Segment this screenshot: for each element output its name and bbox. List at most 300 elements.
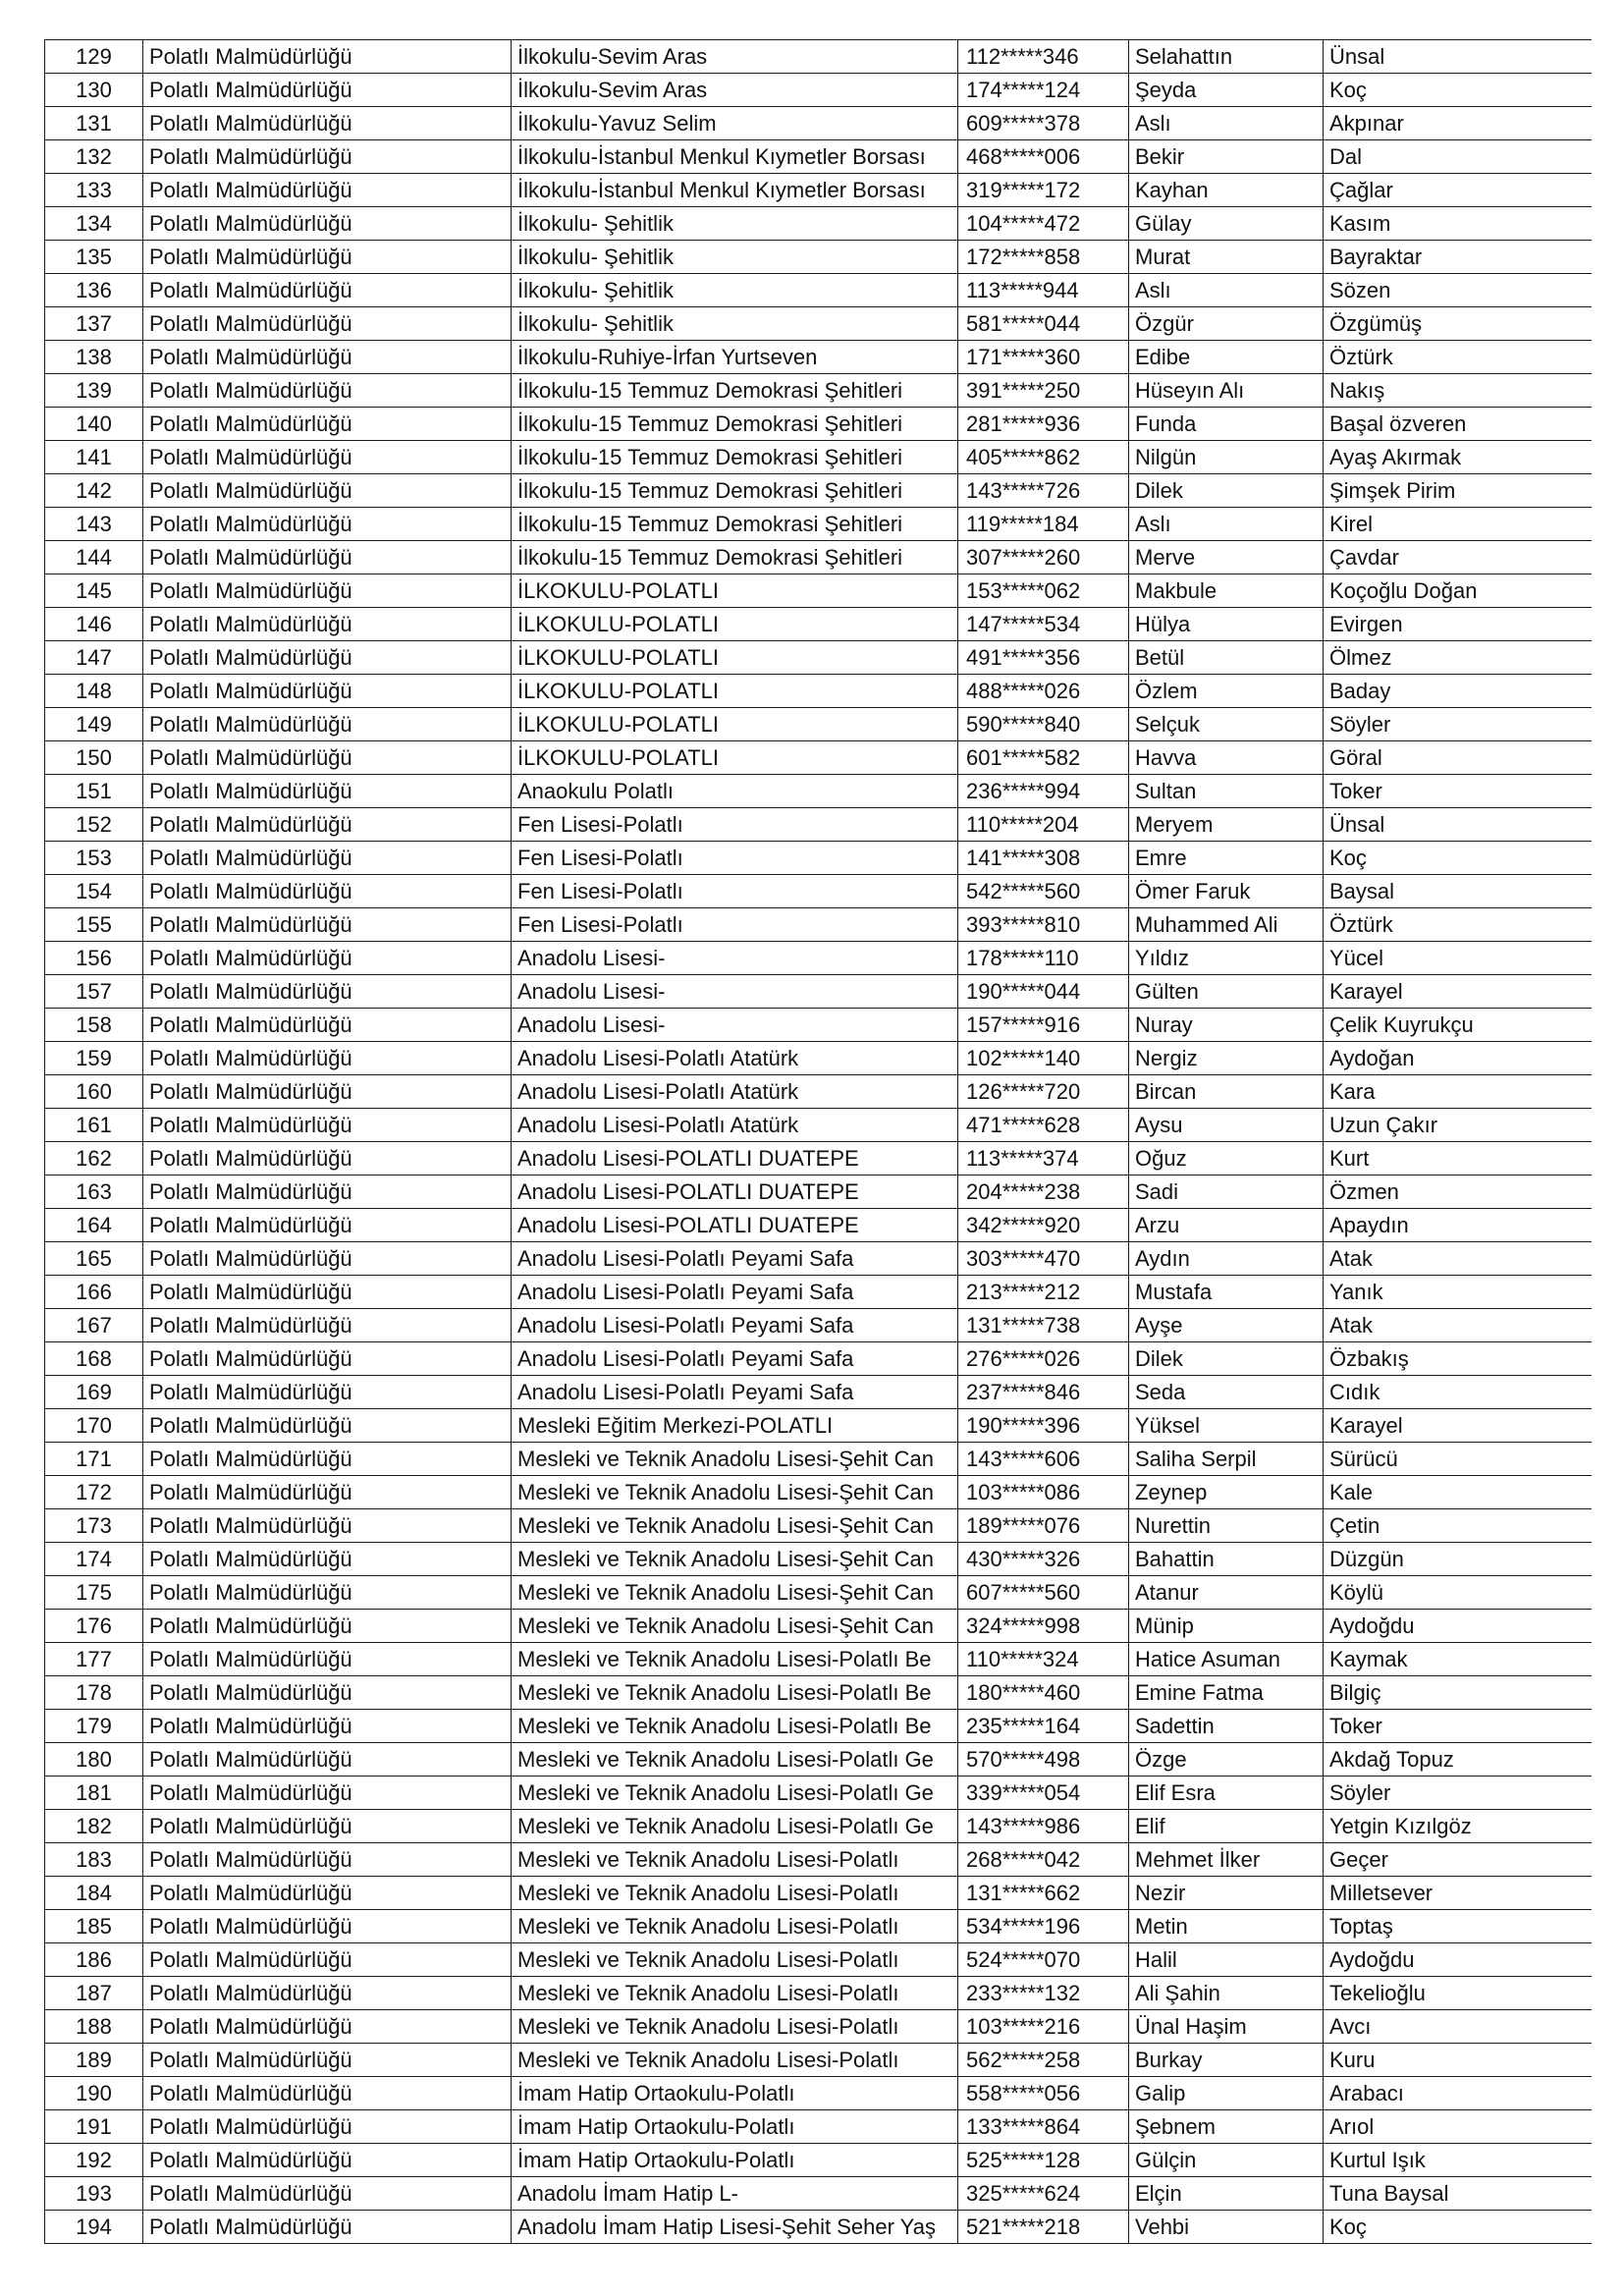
first-name-cell: Gülay — [1129, 207, 1324, 241]
id-number-cell: 153*****062 — [958, 574, 1129, 608]
unit-cell: Polatlı Malmüdürlüğü — [143, 641, 512, 675]
unit-cell: Polatlı Malmüdürlüğü — [143, 1276, 512, 1309]
unit-cell: Polatlı Malmüdürlüğü — [143, 1142, 512, 1175]
id-number-cell: 325*****624 — [958, 2177, 1129, 2211]
last-name-cell: Milletsever — [1324, 1877, 1592, 1910]
unit-cell: Polatlı Malmüdürlüğü — [143, 1910, 512, 1943]
unit-cell: Polatlı Malmüdürlüğü — [143, 1676, 512, 1710]
last-name-cell: Uzun Çakır — [1324, 1109, 1592, 1142]
table-row — [45, 1543, 1592, 1576]
last-name-cell: Ünsal — [1324, 808, 1592, 842]
last-name-cell: Akpınar — [1324, 107, 1592, 140]
last-name-cell: Ayaş Akırmak — [1324, 441, 1592, 474]
row-number: 136 — [45, 274, 143, 307]
id-number-cell: 131*****662 — [958, 1877, 1129, 1910]
school-cell: Anadolu Lisesi-Polatlı Atatürk — [512, 1109, 958, 1142]
table-row — [45, 1009, 1592, 1042]
id-number-cell: 102*****140 — [958, 1042, 1129, 1075]
id-number-cell: 405*****862 — [958, 441, 1129, 474]
last-name-cell: Bilgiç — [1324, 1676, 1592, 1710]
row-number: 147 — [45, 641, 143, 675]
unit-cell: Polatlı Malmüdürlüğü — [143, 975, 512, 1009]
first-name-cell: Dilek — [1129, 474, 1324, 508]
unit-cell: Polatlı Malmüdürlüğü — [143, 875, 512, 908]
last-name-cell: Yanık — [1324, 1276, 1592, 1309]
row-number: 141 — [45, 441, 143, 474]
first-name-cell: Burkay — [1129, 2044, 1324, 2077]
unit-cell: Polatlı Malmüdürlüğü — [143, 608, 512, 641]
last-name-cell: Söyler — [1324, 1777, 1592, 1810]
school-cell: Mesleki ve Teknik Anadolu Lisesi-Polatlı Ge — [512, 1810, 958, 1843]
row-number: 171 — [45, 1443, 143, 1476]
school-cell: Mesleki ve Teknik Anadolu Lisesi-Şehit Can — [512, 1509, 958, 1543]
school-cell: Anadolu Lisesi-Polatlı Peyami Safa — [512, 1309, 958, 1342]
last-name-cell: Kirel — [1324, 508, 1592, 541]
unit-cell: Polatlı Malmüdürlüğü — [143, 942, 512, 975]
table-row — [45, 2144, 1592, 2177]
last-name-cell: Koç — [1324, 2211, 1592, 2244]
unit-cell: Polatlı Malmüdürlüğü — [143, 1075, 512, 1109]
school-cell: İmam Hatip Ortaokulu-Polatlı — [512, 2144, 958, 2177]
school-cell: Mesleki ve Teknik Anadolu Lisesi-Şehit Can — [512, 1576, 958, 1610]
last-name-cell: Özbakış — [1324, 1342, 1592, 1376]
row-number: 179 — [45, 1710, 143, 1743]
last-name-cell: Ölmez — [1324, 641, 1592, 675]
unit-cell: Polatlı Malmüdürlüğü — [143, 1643, 512, 1676]
first-name-cell: Ömer Faruk — [1129, 875, 1324, 908]
id-number-cell: 601*****582 — [958, 741, 1129, 775]
school-cell: Mesleki ve Teknik Anadolu Lisesi-Polatlı Ge — [512, 1777, 958, 1810]
table-row — [45, 508, 1592, 541]
last-name-cell: Nakış — [1324, 374, 1592, 408]
school-cell: İlkokulu-Sevim Aras — [512, 74, 958, 107]
unit-cell: Polatlı Malmüdürlüğü — [143, 908, 512, 942]
unit-cell: Polatlı Malmüdürlüğü — [143, 1109, 512, 1142]
id-number-cell: 276*****026 — [958, 1342, 1129, 1376]
first-name-cell: Aslı — [1129, 107, 1324, 140]
last-name-cell: Baday — [1324, 675, 1592, 708]
unit-cell: Polatlı Malmüdürlüğü — [143, 1610, 512, 1643]
school-cell: Anadolu Lisesi-POLATLI DUATEPE — [512, 1209, 958, 1242]
first-name-cell: Mustafa — [1129, 1276, 1324, 1309]
table-row — [45, 74, 1592, 107]
school-cell: Mesleki ve Teknik Anadolu Lisesi-Polatlı — [512, 1977, 958, 2010]
table-row — [45, 408, 1592, 441]
table-row — [45, 541, 1592, 574]
row-number: 152 — [45, 808, 143, 842]
school-cell: Anadolu Lisesi- — [512, 975, 958, 1009]
school-cell: Fen Lisesi-Polatlı — [512, 842, 958, 875]
id-number-cell: 104*****472 — [958, 207, 1129, 241]
school-cell: İmam Hatip Ortaokulu-Polatlı — [512, 2110, 958, 2144]
school-cell: Anadolu Lisesi-Polatlı Atatürk — [512, 1042, 958, 1075]
id-number-cell: 525*****128 — [958, 2144, 1129, 2177]
last-name-cell: Kurtul Işık — [1324, 2144, 1592, 2177]
id-number-cell: 110*****204 — [958, 808, 1129, 842]
id-number-cell: 233*****132 — [958, 1977, 1129, 2010]
first-name-cell: Emine Fatma — [1129, 1676, 1324, 1710]
id-number-cell: 190*****044 — [958, 975, 1129, 1009]
unit-cell: Polatlı Malmüdürlüğü — [143, 140, 512, 174]
row-number: 194 — [45, 2211, 143, 2244]
table-row — [45, 608, 1592, 641]
id-number-cell: 235*****164 — [958, 1710, 1129, 1743]
table-row — [45, 842, 1592, 875]
unit-cell: Polatlı Malmüdürlüğü — [143, 374, 512, 408]
last-name-cell: Cıdık — [1324, 1376, 1592, 1409]
last-name-cell: Sürücü — [1324, 1443, 1592, 1476]
unit-cell: Polatlı Malmüdürlüğü — [143, 1175, 512, 1209]
school-cell: İlkokulu-Yavuz Selim — [512, 107, 958, 140]
last-name-cell: Aydoğdu — [1324, 1610, 1592, 1643]
row-number: 185 — [45, 1910, 143, 1943]
unit-cell: Polatlı Malmüdürlüğü — [143, 1242, 512, 1276]
id-number-cell: 534*****196 — [958, 1910, 1129, 1943]
table-row — [45, 441, 1592, 474]
unit-cell: Polatlı Malmüdürlüğü — [143, 675, 512, 708]
id-number-cell: 131*****738 — [958, 1309, 1129, 1342]
school-cell: İLKOKULU-POLATLI — [512, 741, 958, 775]
first-name-cell: Halil — [1129, 1943, 1324, 1977]
row-number: 182 — [45, 1810, 143, 1843]
table-row — [45, 2010, 1592, 2044]
unit-cell: Polatlı Malmüdürlüğü — [143, 1009, 512, 1042]
last-name-cell: Tuna Baysal — [1324, 2177, 1592, 2211]
table-row — [45, 675, 1592, 708]
table-row — [45, 1743, 1592, 1777]
table-row — [45, 474, 1592, 508]
first-name-cell: Aslı — [1129, 274, 1324, 307]
table-row — [45, 574, 1592, 608]
id-number-cell: 488*****026 — [958, 675, 1129, 708]
id-number-cell: 471*****628 — [958, 1109, 1129, 1142]
unit-cell: Polatlı Malmüdürlüğü — [143, 1443, 512, 1476]
unit-cell: Polatlı Malmüdürlüğü — [143, 1576, 512, 1610]
row-number: 149 — [45, 708, 143, 741]
id-number-cell: 119*****184 — [958, 508, 1129, 541]
table-row — [45, 908, 1592, 942]
row-number: 191 — [45, 2110, 143, 2144]
school-cell: İlkokulu-15 Temmuz Demokrasi Şehitleri — [512, 408, 958, 441]
school-cell: İLKOKULU-POLATLI — [512, 675, 958, 708]
school-cell: Anadolu Lisesi-POLATLI DUATEPE — [512, 1142, 958, 1175]
id-number-cell: 236*****994 — [958, 775, 1129, 808]
last-name-cell: Baysal — [1324, 875, 1592, 908]
table-row — [45, 641, 1592, 675]
row-number: 172 — [45, 1476, 143, 1509]
row-number: 175 — [45, 1576, 143, 1610]
row-number: 167 — [45, 1309, 143, 1342]
first-name-cell: Nezir — [1129, 1877, 1324, 1910]
unit-cell: Polatlı Malmüdürlüğü — [143, 408, 512, 441]
school-cell: Fen Lisesi-Polatlı — [512, 808, 958, 842]
last-name-cell: Kurt — [1324, 1142, 1592, 1175]
last-name-cell: Toptaş — [1324, 1910, 1592, 1943]
last-name-cell: Karayel — [1324, 975, 1592, 1009]
unit-cell: Polatlı Malmüdürlüğü — [143, 2077, 512, 2110]
first-name-cell: Bekir — [1129, 140, 1324, 174]
school-cell: İlkokulu- Şehitlik — [512, 207, 958, 241]
first-name-cell: Metin — [1129, 1910, 1324, 1943]
school-cell: Fen Lisesi-Polatlı — [512, 908, 958, 942]
school-cell: İlkokulu-İstanbul Menkul Kıymetler Borsası — [512, 140, 958, 174]
table-row — [45, 875, 1592, 908]
id-number-cell: 143*****606 — [958, 1443, 1129, 1476]
school-cell: Mesleki Eğitim Merkezi-POLATLI — [512, 1409, 958, 1443]
id-number-cell: 113*****374 — [958, 1142, 1129, 1175]
id-number-cell: 303*****470 — [958, 1242, 1129, 1276]
id-number-cell: 558*****056 — [958, 2077, 1129, 2110]
school-cell: İlkokulu- Şehitlik — [512, 241, 958, 274]
last-name-cell: Yücel — [1324, 942, 1592, 975]
first-name-cell: Nurettin — [1129, 1509, 1324, 1543]
id-number-cell: 524*****070 — [958, 1943, 1129, 1977]
last-name-cell: Söyler — [1324, 708, 1592, 741]
row-number: 156 — [45, 942, 143, 975]
row-number: 139 — [45, 374, 143, 408]
id-number-cell: 157*****916 — [958, 1009, 1129, 1042]
id-number-cell: 143*****726 — [958, 474, 1129, 508]
unit-cell: Polatlı Malmüdürlüğü — [143, 775, 512, 808]
unit-cell: Polatlı Malmüdürlüğü — [143, 1376, 512, 1409]
first-name-cell: Hatice Asuman — [1129, 1643, 1324, 1676]
first-name-cell: Sadettin — [1129, 1710, 1324, 1743]
unit-cell: Polatlı Malmüdürlüğü — [143, 207, 512, 241]
table-row — [45, 207, 1592, 241]
first-name-cell: Bahattin — [1129, 1543, 1324, 1576]
unit-cell: Polatlı Malmüdürlüğü — [143, 1509, 512, 1543]
last-name-cell: Kara — [1324, 1075, 1592, 1109]
first-name-cell: Galip — [1129, 2077, 1324, 2110]
unit-cell: Polatlı Malmüdürlüğü — [143, 1943, 512, 1977]
first-name-cell: Dilek — [1129, 1342, 1324, 1376]
id-number-cell: 126*****720 — [958, 1075, 1129, 1109]
unit-cell: Polatlı Malmüdürlüğü — [143, 1877, 512, 1910]
school-cell: Mesleki ve Teknik Anadolu Lisesi-Polatlı — [512, 1910, 958, 1943]
last-name-cell: Aydoğdu — [1324, 1943, 1592, 1977]
first-name-cell: Saliha Serpil — [1129, 1443, 1324, 1476]
school-cell: Anadolu Lisesi-Polatlı Peyami Safa — [512, 1276, 958, 1309]
row-number: 140 — [45, 408, 143, 441]
school-cell: Mesleki ve Teknik Anadolu Lisesi-Polatlı Be — [512, 1710, 958, 1743]
last-name-cell: Düzgün — [1324, 1543, 1592, 1576]
first-name-cell: Oğuz — [1129, 1142, 1324, 1175]
table-row — [45, 241, 1592, 274]
first-name-cell: Makbule — [1129, 574, 1324, 608]
first-name-cell: Elif Esra — [1129, 1777, 1324, 1810]
first-name-cell: Funda — [1129, 408, 1324, 441]
row-number: 180 — [45, 1743, 143, 1777]
row-number: 165 — [45, 1242, 143, 1276]
id-number-cell: 562*****258 — [958, 2044, 1129, 2077]
unit-cell: Polatlı Malmüdürlüğü — [143, 40, 512, 74]
last-name-cell: Karayel — [1324, 1409, 1592, 1443]
id-number-cell: 542*****560 — [958, 875, 1129, 908]
first-name-cell: Emre — [1129, 842, 1324, 875]
id-number-cell: 281*****936 — [958, 408, 1129, 441]
table-row — [45, 1376, 1592, 1409]
unit-cell: Polatlı Malmüdürlüğü — [143, 1710, 512, 1743]
table-row — [45, 174, 1592, 207]
id-number-cell: 491*****356 — [958, 641, 1129, 675]
id-number-cell: 143*****986 — [958, 1810, 1129, 1843]
first-name-cell: Ayşe — [1129, 1309, 1324, 1342]
first-name-cell: Hülya — [1129, 608, 1324, 641]
unit-cell: Polatlı Malmüdürlüğü — [143, 1309, 512, 1342]
row-number: 132 — [45, 140, 143, 174]
school-cell: İlkokulu- Şehitlik — [512, 274, 958, 307]
last-name-cell: Kasım — [1324, 207, 1592, 241]
row-number: 145 — [45, 574, 143, 608]
last-name-cell: Çağlar — [1324, 174, 1592, 207]
id-number-cell: 570*****498 — [958, 1743, 1129, 1777]
id-number-cell: 147*****534 — [958, 608, 1129, 641]
id-number-cell: 213*****212 — [958, 1276, 1129, 1309]
last-name-cell: Avcı — [1324, 2010, 1592, 2044]
table-row — [45, 1676, 1592, 1710]
last-name-cell: Atak — [1324, 1309, 1592, 1342]
row-number: 137 — [45, 307, 143, 341]
unit-cell: Polatlı Malmüdürlüğü — [143, 574, 512, 608]
unit-cell: Polatlı Malmüdürlüğü — [143, 441, 512, 474]
first-name-cell: Bircan — [1129, 1075, 1324, 1109]
first-name-cell: Gülten — [1129, 975, 1324, 1009]
school-cell: Mesleki ve Teknik Anadolu Lisesi-Şehit Can — [512, 1543, 958, 1576]
unit-cell: Polatlı Malmüdürlüğü — [143, 1209, 512, 1242]
last-name-cell: Özmen — [1324, 1175, 1592, 1209]
first-name-cell: Vehbi — [1129, 2211, 1324, 2244]
id-number-cell: 609*****378 — [958, 107, 1129, 140]
table-row — [45, 2077, 1592, 2110]
unit-cell: Polatlı Malmüdürlüğü — [143, 708, 512, 741]
school-cell: Mesleki ve Teknik Anadolu Lisesi-Polatlı — [512, 1843, 958, 1877]
last-name-cell: Dal — [1324, 140, 1592, 174]
school-cell: Anadolu Lisesi-Polatlı Atatürk — [512, 1075, 958, 1109]
unit-cell: Polatlı Malmüdürlüğü — [143, 741, 512, 775]
last-name-cell: Tekelioğlu — [1324, 1977, 1592, 2010]
id-number-cell: 180*****460 — [958, 1676, 1129, 1710]
table-row — [45, 2110, 1592, 2144]
row-number: 184 — [45, 1877, 143, 1910]
row-number: 148 — [45, 675, 143, 708]
last-name-cell: Göral — [1324, 741, 1592, 775]
last-name-cell: Evirgen — [1324, 608, 1592, 641]
table-row — [45, 40, 1592, 74]
row-number: 144 — [45, 541, 143, 574]
first-name-cell: Sultan — [1129, 775, 1324, 808]
last-name-cell: Koç — [1324, 842, 1592, 875]
id-number-cell: 521*****218 — [958, 2211, 1129, 2244]
first-name-cell: Yüksel — [1129, 1409, 1324, 1443]
table-row — [45, 1610, 1592, 1643]
last-name-cell: Koç — [1324, 74, 1592, 107]
first-name-cell: Ünal Haşim — [1129, 2010, 1324, 2044]
id-number-cell: 103*****216 — [958, 2010, 1129, 2044]
unit-cell: Polatlı Malmüdürlüğü — [143, 541, 512, 574]
last-name-cell: Ünsal — [1324, 40, 1592, 74]
id-number-cell: 172*****858 — [958, 241, 1129, 274]
row-number: 162 — [45, 1142, 143, 1175]
id-number-cell: 178*****110 — [958, 942, 1129, 975]
first-name-cell: Gülçin — [1129, 2144, 1324, 2177]
school-cell: İlkokulu-15 Temmuz Demokrasi Şehitleri — [512, 541, 958, 574]
first-name-cell: Elif — [1129, 1810, 1324, 1843]
last-name-cell: Çetin — [1324, 1509, 1592, 1543]
first-name-cell: Zeynep — [1129, 1476, 1324, 1509]
school-cell: Anadolu Lisesi-Polatlı Peyami Safa — [512, 1242, 958, 1276]
unit-cell: Polatlı Malmüdürlüğü — [143, 274, 512, 307]
first-name-cell: Merve — [1129, 541, 1324, 574]
last-name-cell: Toker — [1324, 775, 1592, 808]
first-name-cell: Şebnem — [1129, 2110, 1324, 2144]
first-name-cell: Özlem — [1129, 675, 1324, 708]
last-name-cell: Başal özveren — [1324, 408, 1592, 441]
row-number: 188 — [45, 2010, 143, 2044]
last-name-cell: Akdağ Topuz — [1324, 1743, 1592, 1777]
id-number-cell: 393*****810 — [958, 908, 1129, 942]
table-row — [45, 1576, 1592, 1610]
last-name-cell: Apaydın — [1324, 1209, 1592, 1242]
row-number: 155 — [45, 908, 143, 942]
last-name-cell: Çavdar — [1324, 541, 1592, 574]
table-row — [45, 1910, 1592, 1943]
row-number: 163 — [45, 1175, 143, 1209]
unit-cell: Polatlı Malmüdürlüğü — [143, 341, 512, 374]
id-number-cell: 113*****944 — [958, 274, 1129, 307]
row-number: 170 — [45, 1409, 143, 1443]
unit-cell: Polatlı Malmüdürlüğü — [143, 241, 512, 274]
id-number-cell: 190*****396 — [958, 1409, 1129, 1443]
unit-cell: Polatlı Malmüdürlüğü — [143, 307, 512, 341]
row-number: 157 — [45, 975, 143, 1009]
school-cell: İlkokulu-Ruhiye-İrfan Yurtseven — [512, 341, 958, 374]
row-number: 173 — [45, 1509, 143, 1543]
row-number: 142 — [45, 474, 143, 508]
last-name-cell: Köylü — [1324, 1576, 1592, 1610]
row-number: 169 — [45, 1376, 143, 1409]
table-row — [45, 2044, 1592, 2077]
id-number-cell: 342*****920 — [958, 1209, 1129, 1242]
school-cell: İlkokulu- Şehitlik — [512, 307, 958, 341]
school-cell: İLKOKULU-POLATLI — [512, 608, 958, 641]
unit-cell: Polatlı Malmüdürlüğü — [143, 2110, 512, 2144]
school-cell: İmam Hatip Ortaokulu-Polatlı — [512, 2077, 958, 2110]
school-cell: Anadolu Lisesi- — [512, 942, 958, 975]
row-number: 161 — [45, 1109, 143, 1142]
table-row — [45, 1109, 1592, 1142]
id-number-cell: 590*****840 — [958, 708, 1129, 741]
first-name-cell: Selahattın — [1129, 40, 1324, 74]
table-row — [45, 1476, 1592, 1509]
id-number-cell: 174*****124 — [958, 74, 1129, 107]
last-name-cell: Yetgin Kızılgöz — [1324, 1810, 1592, 1843]
row-number: 164 — [45, 1209, 143, 1242]
table-row — [45, 1242, 1592, 1276]
table-row — [45, 1276, 1592, 1309]
school-cell: İlkokulu-15 Temmuz Demokrasi Şehitleri — [512, 508, 958, 541]
first-name-cell: Betül — [1129, 641, 1324, 675]
table-row — [45, 1042, 1592, 1075]
first-name-cell: Havva — [1129, 741, 1324, 775]
id-number-cell: 339*****054 — [958, 1777, 1129, 1810]
last-name-cell: Şimşek Pirim — [1324, 474, 1592, 508]
table-row — [45, 107, 1592, 140]
unit-cell: Polatlı Malmüdürlüğü — [143, 808, 512, 842]
row-number: 135 — [45, 241, 143, 274]
row-number: 193 — [45, 2177, 143, 2211]
unit-cell: Polatlı Malmüdürlüğü — [143, 2177, 512, 2211]
id-number-cell: 171*****360 — [958, 341, 1129, 374]
